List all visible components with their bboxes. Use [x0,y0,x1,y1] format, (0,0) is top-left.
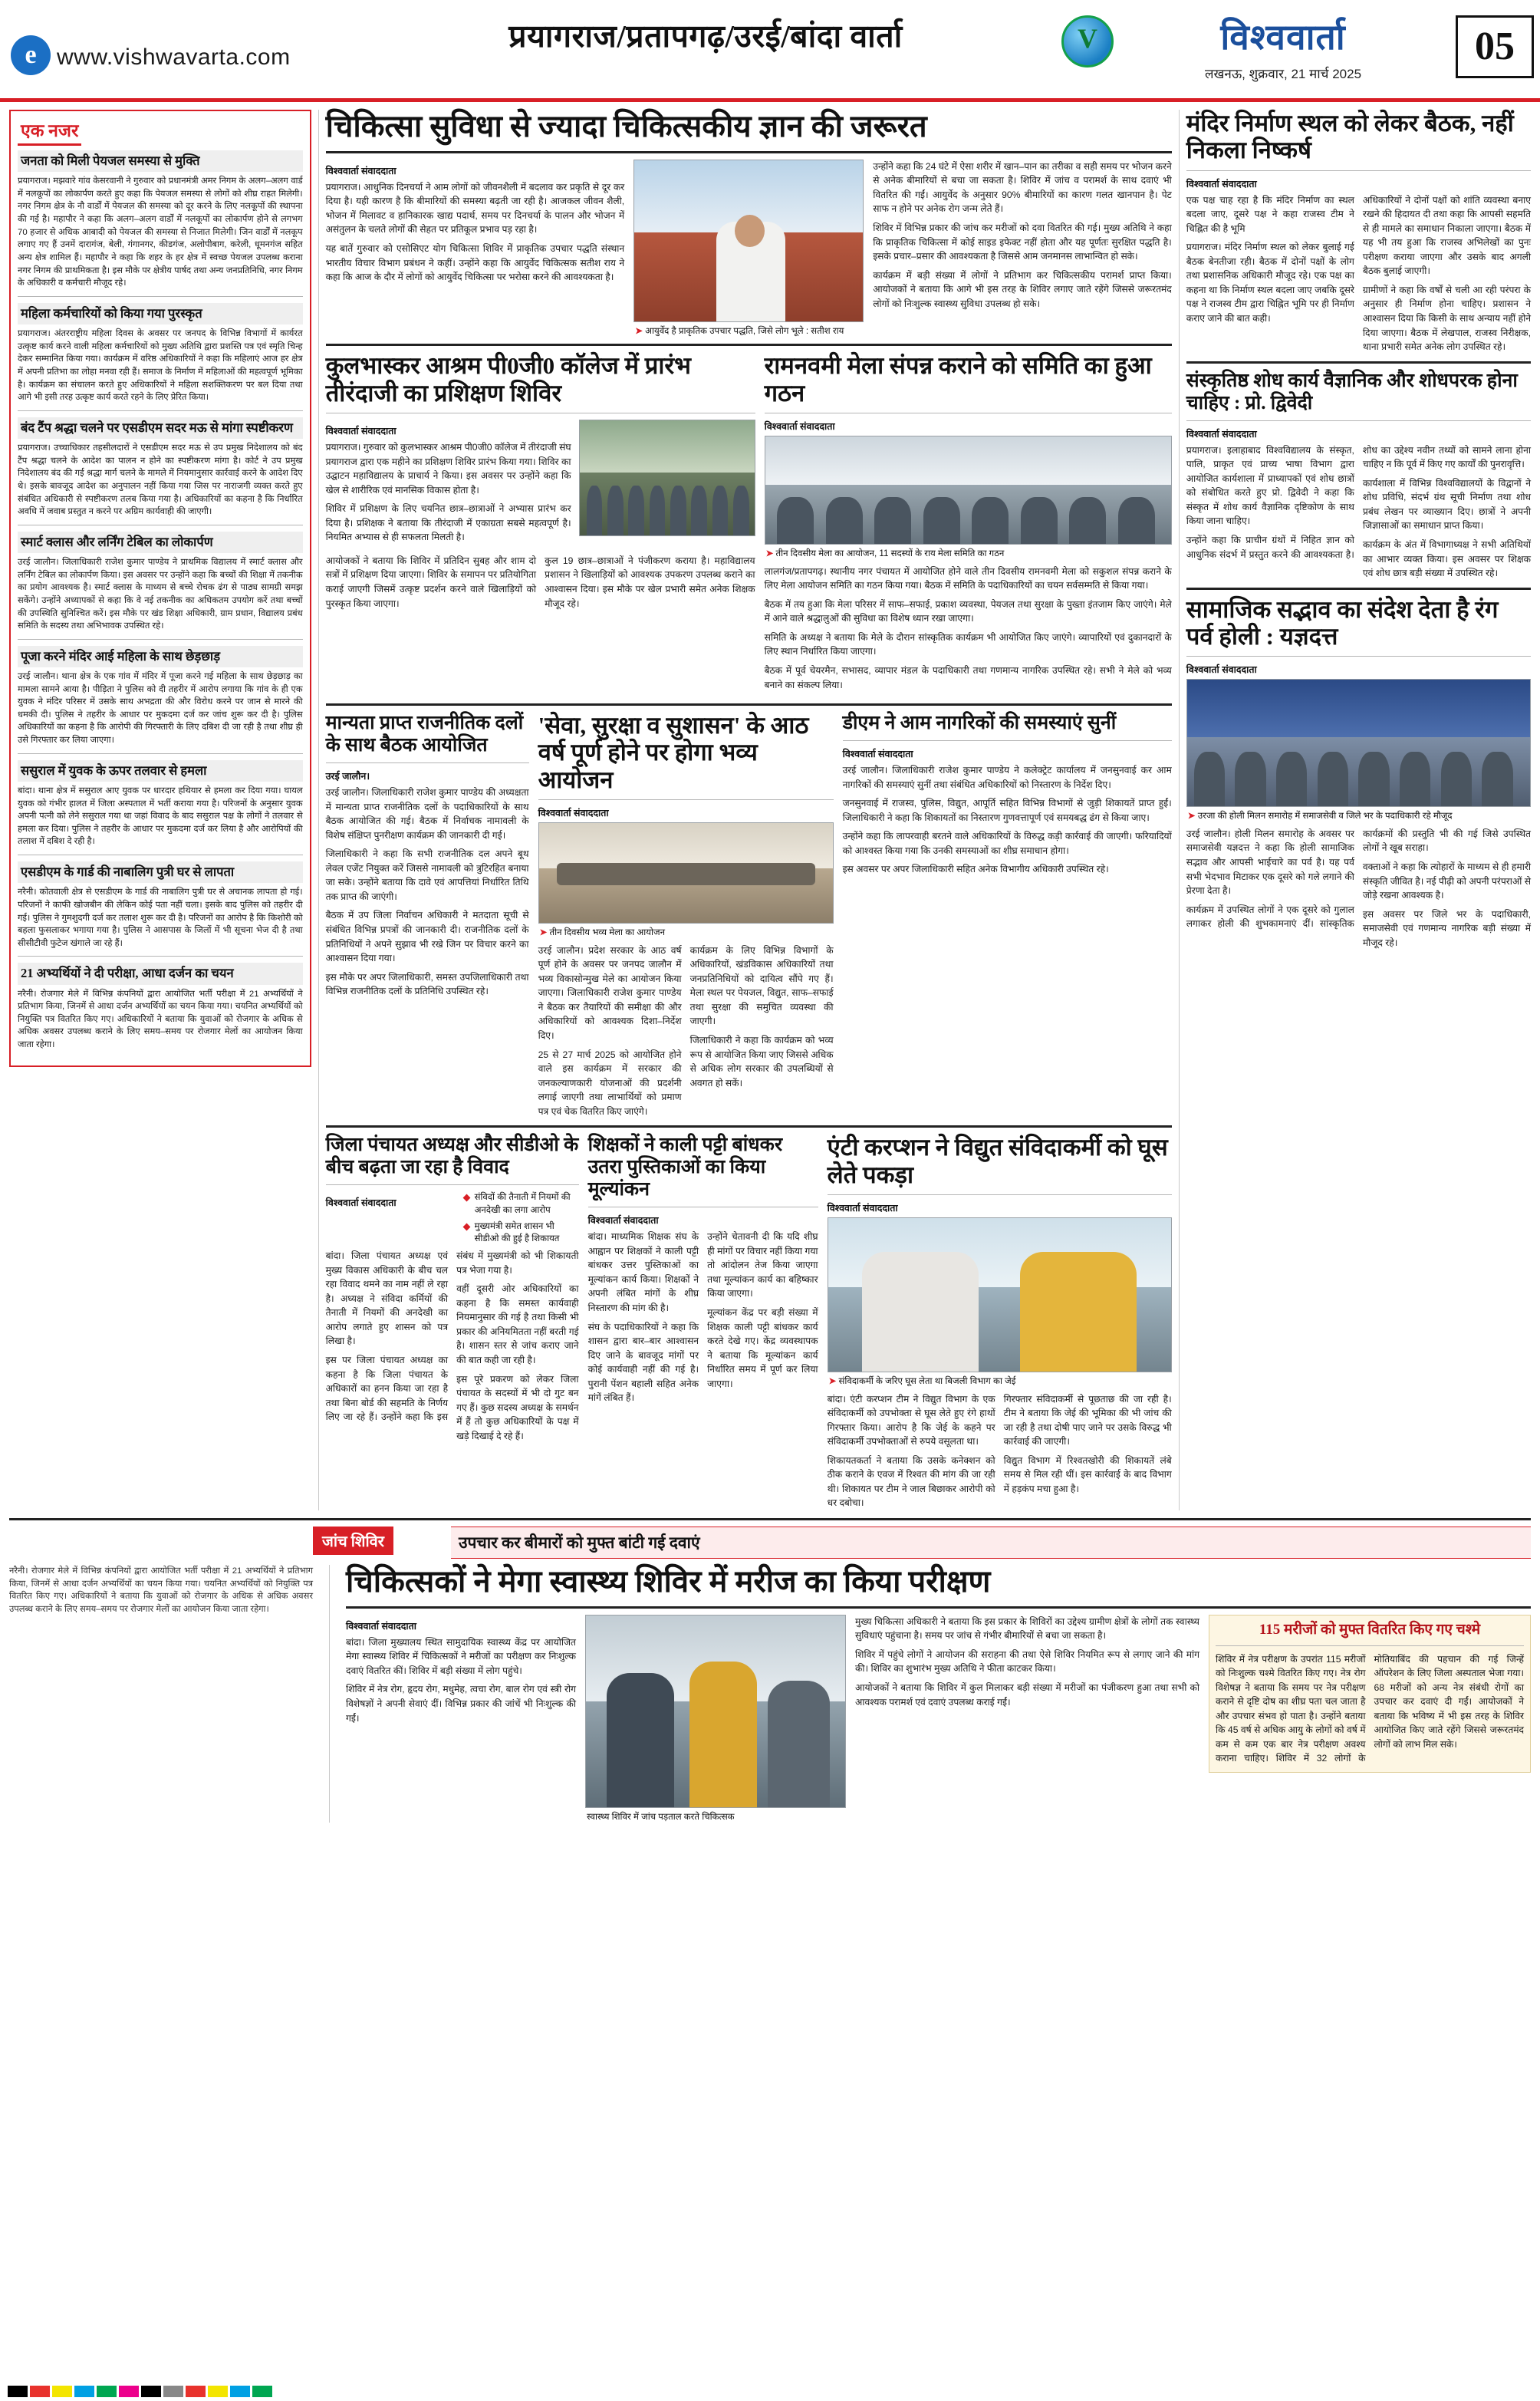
byline: विश्ववार्ता संवाददाता [764,421,835,433]
article-photo [633,160,864,322]
article-headline: संस्कृतिष्ठ शोध कार्य वैज्ञानिक और शोधपरक होना चाहिए : प्रो. द्विवेदी [1186,370,1518,413]
photo-caption: ➤ संविदाकर्मी के जरिए घूस लेता था बिजली विभाग का जेई [828,1375,1016,1386]
site-logo-icon: e [11,35,51,75]
list-item[interactable] [18,532,303,633]
ek-nazar-body: प्रयागराज। उच्चाधिकार तहसीलदारों ने एसडीएम सदर मऊ से उप प्रमुख निदेशालय को बंद टैंप श्रद्धा चलने के आदेश का पालन न होने का स्पष्टीकरण मांगा है। कोर्ट ने उप प्रमुख निदेशालय बंद की गई श्रद्धा मार्ग चलने के मामले में नियमानुसार कार्रवाई करने के आदेश दिए थे। इसके बावजूद आदेश का अनुपालन नहीं किया गया जिस पर नाराजगी व्यक्त करते हुए संबंधित अधिकारी से स्पष्टीकरण तलब किया गया है। अधिकारियों का कहना है कि निर्धारित अवधि में जवाब प्रस्तुत न करने पर अग्रिम कार्यवाही की जाएगी। [18,443,303,517]
ek-nazar-title: पूजा करने मंदिर आई महिला के साथ छेड़छाड़ [18,646,303,667]
bullet-icon: ➤ [765,548,774,559]
list-item[interactable] [18,861,303,950]
photo-figures [580,464,755,535]
article-body-2: मुख्य चिकित्सा अधिकारी ने बताया कि इस प्रकार के शिविरों का उद्देश्य ग्रामीण क्षेत्रों के लोगों तक स्वास्थ्य सुविधाएं पहुंचाना है। समय पर जांच से गंभीर बीमारियों से बचा जा सकता है। शिविर में पहुंचे लोगों ने आयोजन की सराहना की तथा ऐसे शिविर नियमित रूप से लगाए जाने की मांग की। शिविर का शुभारंभ मुख्य अतिथि ने फीता काटकर किया। आयोजकों ने बताया कि शिविर में कुल मिलाकर बड़ी संख्या में मरीजों का पंजीकरण हुआ तथा सभी को आवश्यक परामर्श एवं दवाएं उपलब्ध कराई गईं। [855,1615,1199,1708]
byline: विश्ववार्ता संवाददाता [346,1620,416,1632]
byline: विश्ववार्ता संवाददाता [587,1215,659,1227]
article-body: एक पक्ष चाह रहा है कि मंदिर निर्माण का स्थल बदला जाए, दूसरे पक्ष ने कहा राजस्व टीम ने चिह्नित की है भूमि प्रयागराज। मंदिर निर्माण स्थल को लेकर बुलाई गई बैठक बेनतीजा रही। बैठक में दोनों पक्षों के लोग तथा प्रशासनिक अधिकारी मौजूद रहे। एक पक्ष का कहना था कि निर्माण स्थल बदला जाए जबकि दूसरे पक्ष ने राजस्व टीम द्वारा चिह्नित भूमि पर ही निर्माण कराए जाने की बात कही। अधिकारियों ने दोनों पक्षों को शांति व्यवस्था बनाए रखने की हिदायत दी तथा कहा कि आपसी सहमति से ही मामले का समाधान निकाला जाएगा। बैठक में यह भी तय हुआ कि राजस्व अभिलेखों का पुनः परीक्षण कराया जाएगा और उसके बाद अगली बैठक बुलाई जाएगी। ग्रामीणों ने कहा कि वर्षों से चली आ रही परंपरा के अनुसार ही निर्माण होना चाहिए। प्रशासन ने आश्वासन दिया कि किसी के साथ अन्याय नहीं होने दिया जाएगा। बैठक में लेखपाल, राजस्व निरीक्षक, थाना प्रभारी समेत अनेक लोग उपस्थित रहे। [1186,194,1531,353]
article-photo [579,420,755,536]
masthead [0,0,1540,102]
photo-caption: स्वास्थ्य शिविर में जांच पड़ताल करते चिकित्सक [587,1811,735,1822]
article-photo [538,822,834,924]
article-lead [326,110,1172,337]
bullet-icon: ➤ [1187,811,1196,822]
box-body: शिविर में नेत्र परीक्षण के उपरांत 115 मरीजों को निःशुल्क चश्मे वितरित किए गए। नेत्र रोग विशेषज्ञ ने बताया कि समय पर नेत्र परीक्षण कराने से दृष्टि दोष का शीघ्र पता चल जाता है और उपचार संभव हो पाता है। उन्होंने बताया कि 45 वर्ष से अधिक आयु के लोगों को वर्ष में कम से कम एक बार नेत्र परीक्षण अवश्य कराना चाहिए। शिविर में 32 लोगों के मोतियाबिंद की पहचान की गई जिन्हें ऑपरेशन के लिए जिला अस्पताल भेजा गया। 68 मरीजों को अन्य नेत्र संबंधी रोगों का उपचार कर दवाएं दी गईं। आयोजकों ने बताया कि भविष्य में भी इस तरह के शिविर आयोजित किए जाते रहेंगे जिससे जरूरतमंद लोगों को लाभ मिल सके। [1216,1653,1524,1764]
ek-nazar-body: उरई जालौन। जिलाधिकारी राजेश कुमार पाण्डेय ने प्राथमिक विद्यालय में स्मार्ट क्लास और लर्निंग टेबिल का लोकार्पण किया। इस अवसर पर उन्होंने कहा कि बच्चों की शिक्षा में तकनीक का प्रयोग आवश्यक है। स्मार्ट क्लास के माध्यम से बच्चे रोचक ढंग से पाठ्य सामग्री समझ सकेंगे। उन्होंने अध्यापकों से कहा कि वे नई तकनीक का अधिकतम उपयोग करें तथा बच्चों की उपस्थिति सुनिश्चित करें। इस मौके पर खंड शिक्षा अधिकारी, ग्राम प्रधान, विद्यालय प्रबंध समिति के सदस्य तथा अभिभावक उपस्थित रहे। [18,557,303,631]
byline: विश्ववार्ता संवाददाता [1186,664,1257,676]
article-body: लालगंज/प्रतापगढ़। स्थानीय नगर पंचायत में आयोजित होने वाले तीन दिवसीय रामनवमी मेला को सकुशल संपन्न कराने के लिए मेला आयोजन समिति का गठन किया गया। बैठक में समिति के पदाधिकारियों का चयन सर्वसम्मति से किया गया। बैठक में तय हुआ कि मेला परिसर में साफ–सफाई, प्रकाश व्यवस्था, पेयजल तथा सुरक्षा के पुख्ता इंतजाम किए जाएंगे। मेले में आने वाले श्रद्धालुओं की सुविधा का विशेष ध्यान रखा जाएगा। समिति के अध्यक्ष ने बताया कि मेले के दौरान सांस्कृतिक कार्यक्रम भी आयोजित किए जाएंगे। व्यापारियों एवं दुकानदारों के लिए स्थान निर्धारित किया जाएगा। बैठक में पूर्व चेयरमैन, सभासद, व्यापार मंडल के पदाधिकारी तथा गणमान्य नागरिक उपस्थित रहे। सभी ने मेले को भव्य बनाने का संकल्प लिया। [764,565,1172,690]
photo-caption: ➤ उरजा की होली मिलन समारोह में समाजसेवी व जिले भर के पदाधिकारी रहे मौजूद [1187,811,1453,822]
section-tag: जांच शिविर [313,1527,393,1555]
bottom-subhead: उपचार कर बीमारों को मुफ्त बांटी गई दवाएं [451,1527,1531,1559]
ek-nazar-body: बांदा। थाना क्षेत्र में ससुराल आए युवक पर धारदार हथियार से हमला कर दिया गया। घायल युवक को गंभीर हालत में जिला अस्पताल में भर्ती कराया गया है। परिजनों के अनुसार युवक अपनी पत्नी को लेने ससुराल गया था जहां विवाद के बाद ससुराल पक्ष के लोगों ने तलवार से हमला कर दिया। पुलिस ने तहरीर के आधार पर मुकदमा दर्ज कर लिया है और आरोपियों की तलाश में दबिश दे रही है। [18,786,303,847]
article-body: बांदा। जिला पंचायत अध्यक्ष एवं मुख्य विकास अधिकारी के बीच चल रहा विवाद थमने का नाम नहीं ले रहा है। अध्यक्ष ने संविदा कर्मियों की तैनाती में नियमों की अनदेखी का आरोप लगाते हुए शासन को पत्र लिखा है। इस पर जिला पंचायत अध्यक्ष का कहना है कि जिला पंचायत के अधिकारों का हनन किया जा रहा है तथा बिना बोर्ड की सहमति के निर्णय लिए जा रहे हैं। उन्होंने कहा कि इस संबंध में मुख्यमंत्री को भी शिकायती पत्र भेजा गया है। वहीं दूसरी ओर अधिकारियों का कहना है कि समस्त कार्यवाही नियमानुसार की गई है तथा किसी भी प्रकार की अनियमितता नहीं बरती गई है। शासन स्तर से जांच कराए जाने की बात कही जा रही है। इस पूरे प्रकरण को लेकर जिला पंचायत के सदस्यों में भी दो गुट बन गए हैं। कुछ सदस्य अध्यक्ष के समर्थन में हैं तो कुछ अधिकारियों के पक्ष में खड़े दिखाई दे रहे हैं। [325,1250,579,1441]
ek-nazar-body: नरैनी। कोतवाली क्षेत्र से एसडीएम के गार्ड की नाबालिग पुत्री घर से अचानक लापता हो गई। परिजनों ने काफी खोजबीन की लेकिन कोई पता नहीं चला। इसके बाद पुलिस को तहरीर दी गई। पुलिस ने गुमशुदगी दर्ज कर तलाश शुरू कर दी है। परिजनों का आरोप है कि किशोरी को बहला फुसलाकर भगाया गया है। पुलिस ने आसपास के जिलों में भी सूचना भेज दी है तथा सीसीटीवी फुटेज खंगाले जा रहे हैं। [18,888,303,948]
row-4 [326,1134,1172,1510]
byline: विश्ववार्ता संवाददाता [1186,178,1257,189]
bottom-left-spacer [9,1565,313,1823]
bottom-feature [9,1518,1531,1823]
byline: उरई जालौन। [325,771,370,782]
photo-figures [1187,728,1530,806]
article-photo [828,1217,1172,1372]
article-body: प्रयागराज। इलाहाबाद विश्वविद्यालय के संस्कृत, पालि, प्राकृत एवं प्राच्य भाषा विभाग द्वारा आयोजित कार्यशाला में प्राध्यापकों एवं शोध छात्रों को संबोधित करते हुए प्रो. द्विवेदी ने कहा कि संस्कृत में शोध कार्य वैज्ञानिक दृष्टिकोण के साथ किया जाना चाहिए। उन्होंने कहा कि प्राचीन ग्रंथों में निहित ज्ञान को आधुनिक संदर्भ में प्रस्तुत करने की आवश्यकता है। शोध का उद्देश्य नवीन तथ्यों को सामने लाना होना चाहिए न कि पूर्व में किए गए कार्यों की पुनरावृत्ति। कार्यशाला में विभिन्न विश्वविद्यालयों के विद्वानों ने शोध प्रविधि, संदर्भ ग्रंथ सूची निर्माण तथा शोध प्रबंध लेखन पर व्याख्यान दिए। छात्रों ने अपनी जिज्ञासाओं का समाधान प्राप्त किया। कार्यक्रम के अंत में विभागाध्यक्ष ने सभी अतिथियों का आभार व्यक्त किया। इस अवसर पर शिक्षक एवं शोध छात्र बड़ी संख्या में उपस्थित रहे। [1186,444,1531,579]
ek-nazar-tag: एक नजर [18,117,81,146]
masthead-left [0,0,360,95]
article-school [588,1134,818,1510]
article-temple-meeting [1186,110,1531,354]
page-content [0,102,1540,1823]
color-registration-bar [0,2381,1540,2401]
row-3 [326,712,1172,1118]
article-headline: शिक्षकों ने काली पट्टी बांधकर उतरा पुस्तिकाओं का किया मूल्यांकन [587,1135,783,1200]
article-body: बांदा। जिला मुख्यालय स्थित सामुदायिक स्वास्थ्य केंद्र पर आयोजित मेगा स्वास्थ्य शिविर में चिकित्सकों ने मरीजों का परीक्षण कर निःशुल्क दवाएं वितरित कीं। शिविर में बड़ी संख्या में लोग पहुंचे। शिविर में नेत्र रोग, हृदय रोग, मधुमेह, त्वचा रोग, बाल रोग एवं स्त्री रोग विशेषज्ञों ने अपनी सेवाएं दीं। विभिन्न प्रकार की जांचें भी निःशुल्क की गईं। [346,1636,576,1724]
article-headline: मान्यता प्राप्त राजनीतिक दलों के साथ बैठक आयोजित [325,713,524,756]
ek-nazar-box [9,110,311,1067]
ek-nazar-body: उरई जालौन। थाना क्षेत्र के एक गांव में मंदिर में पूजा करने गई महिला के साथ छेड़छाड़ का मामला सामने आया है। पीड़िता ने पुलिस को दी तहरीर में आरोप लगाया कि गांव के ही एक युवक ने मंदिर परिसर में उसके साथ अभद्रता की और विरोध करने पर जान से मारने की धमकी दी। पुलिस ने तहरीर के आधार पर मुकदमा दर्ज कर जांच शुरू कर दी है। पुलिस अधिकारियों का कहना है कि आरोपी की गिरफ्तारी के लिए दबिश दी जा रही है तथा शीघ्र ही उसे गिरफ्तार कर लिया जाएगा। [18,671,303,746]
box-title: 115 मरीजों को मुफ्त वितरित किए गए चश्मे [1259,1621,1481,1638]
article-headline: चिकित्सकों ने मेगा स्वास्थ्य शिविर में मरीज का किया परीक्षण [346,1563,991,1599]
panchayat-bullets [464,1191,579,1249]
photo-figures [765,477,1171,544]
article-body: उरई जालौन। प्रदेश सरकार के आठ वर्ष पूर्ण होने के अवसर पर जनपद जालौन में भव्य विकासोन्मुख मेले का आयोजन किया जाएगा। जिलाधिकारी राजेश कुमार पाण्डेय ने बैठक कर तैयारियों की समीक्षा की और अधिकारियों को आवश्यक दिशा–निर्देश दिए। 25 से 27 मार्च 2025 को आयोजित होने वाले इस कार्यक्रम में सरकार की जनकल्याणकारी योजनाओं की प्रदर्शनी लगाई जाएगी तथा लाभार्थियों को प्रमाण पत्र एवं चेक वितरित किए जाएंगे। कार्यक्रम के लिए विभिन्न विभागों के अधिकारियों, खंडविकास अधिकारियों तथा जनप्रतिनिधियों को दायित्व सौंपे गए हैं। मेला स्थल पर पेयजल, विद्युत, साफ–सफाई तथा सुरक्षा की समुचित व्यवस्था की जाएगी। जिलाधिकारी ने कहा कि कार्यक्रम को भव्य रूप से आयोजित किया जाए जिससे अधिक से अधिक लोग सरकार की उपलब्धियों से अवगत हो सकें। [538,944,834,1117]
masthead-right [1065,5,1540,94]
byline: विश्ववार्ता संवाददाता [325,426,397,437]
list-item[interactable] [18,963,303,1051]
article-body: उरई जालौन। होली मिलन समारोह के अवसर पर समाजसेवी यज्ञदत्त ने कहा कि होली सामाजिक सद्भाव और आपसी भाईचारे का पर्व है। यह पर्व सभी भेदभाव मिटाकर एक दूसरे को गले लगाने की प्रेरणा देता है। कार्यक्रम में उपस्थित लोगों ने एक दूसरे को गुलाल लगाकर होली की शुभकामनाएं दीं। सांस्कृतिक कार्यक्रमों की प्रस्तुति भी की गई जिसे उपस्थित लोगों ने खूब सराहा। वक्ताओं ने कहा कि त्योहारों के माध्यम से ही हमारी संस्कृति जीवित है। नई पीढ़ी को अपनी परंपराओं से जोड़े रखना आवश्यक है। इस अवसर पर जिले भर के पदाधिकारी, समाजसेवी एवं गणमान्य नागरिक बड़ी संख्या में मौजूद रहे। [1186,828,1531,948]
page-title: चिकित्सा सुविधा से ज्यादा चिकित्सकीय ज्ञान की जरूरत [325,109,927,143]
list-item[interactable] [18,303,303,404]
article-seva [538,712,834,1118]
article-panchayat [326,1134,579,1510]
bullet-icon: ➤ [539,927,548,938]
globe-icon [1061,15,1114,68]
article-headline: सामाजिक सद्भाव का संदेश देता है रंग पर्व होली : यज्ञदत्त [1186,595,1499,650]
article-headline: एंटी करप्शन ने विद्युत संविदाकर्मी को घूस लेते पकड़ा [827,1134,1168,1188]
column-center [326,110,1172,1510]
article-dm [843,712,1172,1118]
edition-title: प्रयागराज/प्रतापगढ़/उरई/बांदा वार्ता [508,18,903,54]
byline: विश्ववार्ता संवाददाता [325,1197,397,1209]
brand-block [1118,12,1448,82]
article-headline: मंदिर निर्माण स्थल को लेकर बैठक, नहीं निकला निष्कर्ष [1186,110,1514,164]
ek-nazar-body: प्रयागराज। अंतरराष्ट्रीय महिला दिवस के अवसर पर जनपद के विभिन्न विभागों में कार्यरत उत्कृष्ट कार्य करने वाली महिला कर्मचारियों को मुख्य अतिथि द्वारा प्रशस्ति पत्र एवं स्मृति चिन्ह देकर सम्मानित किया गया। कार्यक्रम में वरिष्ठ अधिकारियों ने कहा कि महिलाएं आज हर क्षेत्र में अपनी प्रतिभा का लोहा मनवा रही हैं। समाज के निर्माण में महिलाओं की महत्वपूर्ण भूमिका है। कार्यक्रम का संचालन करते हुए अधिकारियों ने महिला सशक्तिकरण पर बल दिया तथा आगे भी इसी तरह उत्कृष्ट कार्य करते रहने के लिए प्रेरित किया। [18,329,303,403]
column-left [9,110,311,1510]
page-number: 05 [1456,15,1534,78]
ek-nazar-title: बंद टैंप श्रद्धा चलने पर एसडीएम सदर मऊ से मांगा स्पष्टीकरण [18,417,303,439]
bullet-item: मुख्यमंत्री समेत शासन भी सीडीओ की हुई है शिकायत [464,1220,579,1245]
article-holi [1186,596,1531,950]
article-body: प्रयागराज। गुरुवार को कुलभास्कर आश्रम पी0जी0 कॉलेज में तीरंदाजी संघ प्रयागराज द्वारा एक महीने का प्रशिक्षण शिविर प्रारंभ किया गया। शिविर का उद्घाटन महाविद्यालय के प्राचार्य ने किया। इस अवसर पर उन्होंने कहा कि खेल से शारीरिक एवं मानसिक विकास होता है। शिविर में प्रशिक्षण के लिए चयनित छात्र–छात्राओं ने अभ्यास प्रारंभ कर दिया है। प्रशिक्षक ने बताया कि तीरंदाजी में एकाग्रता सबसे महत्वपूर्ण है। नियमित अभ्यास से ही सफलता मिलती है। [325,442,571,543]
byline: विश्ववार्ता संवाददाता [827,1202,898,1214]
article-photo [585,1615,846,1808]
article-party-meeting [326,712,529,1118]
ek-nazar-title: एसडीएम के गार्ड की नाबालिग पुत्री घर से लापता [18,861,303,883]
article-archery [326,352,755,697]
list-item[interactable] [18,150,303,290]
ek-nazar-overflow: नरैनी। रोजगार मेले में विभिन्न कंपनियों द्वारा आयोजित भर्ती परीक्षा में 21 अभ्यर्थियों ने प्रतिभाग किया, जिनमें से आधा दर्जन अभ्यर्थियों का चयन किया गया। चयनित अभ्यर्थियों को नियुक्ति पत्र वितरित किए गए। अधिकारियों ने बताया कि युवाओं को रोजगार के अधिक से अधिक अवसर उपलब्ध कराने के लिए समय–समय पर रोजगार मेलों का आयोजन किया जाता रहेगा। [9,1566,313,1614]
bullet-icon: ➤ [828,1375,837,1386]
article-body: उरई जालौन। जिलाधिकारी राजेश कुमार पाण्डेय ने कलेक्ट्रेट कार्यालय में जनसुनवाई कर आम नागरिकों की समस्याएं सुनीं तथा संबंधित अधिकारियों को निस्तारण के निर्देश दिए। जनसुनवाई में राजस्व, पुलिस, विद्युत, आपूर्ति सहित विभिन्न विभागों से जुड़ी शिकायतें प्राप्त हुईं। जिलाधिकारी ने कहा कि शिकायतों का निस्तारण गुणवत्तापूर्ण एवं समयबद्ध ढंग से किया जाए। उन्होंने कहा कि लापरवाही बरतने वाले अधिकारियों के विरुद्ध कड़ी कार्रवाई की जाएगी। फरियादियों को आश्वस्त किया गया कि उनकी समस्याओं का शीघ्र समाधान होगा। इस अवसर पर अपर जिलाधिकारी सहित अनेक विभागीय अधिकारी उपस्थित रहे। [842,765,1172,875]
ek-nazar-body: प्रयागराज। मझवारे गांव केसरवानी ने गुरुवार को प्रधानमंत्री अमर निगम के अलग–अलग वार्ड में नलकूपों का लोकार्पण करते हुए कहा कि पेयजल समस्या से लोगों को शीघ्र राहत मिलेगी। नगर निगम क्षेत्र के नौ वार्डों में पेयजल की समस्या को दूर करने के लिए नलकूपों की स्थापना की गई है। महापौर ने कहा कि अलग–अलग वार्डों में नलकूपों का लोकार्पण होने से लगभग 70 हजार से अधिक आबादी को पेयजल की समस्या से निजात मिलेगी। जिन वार्डों में नलकूप लगाए गए हैं उनमें दारागंज, बेली, गंगानगर, कीडगंज, अलोपीबाग, करेली, धूमनगंज सहित अन्य क्षेत्र शामिल हैं। महापौर ने कहा कि शहर के हर क्षेत्र में स्वच्छ पेयजल उपलब्ध कराना नगर निगम की प्राथमिकता है। इस मौके पर क्षेत्रीय पार्षद तथा अन्य जनप्रतिनिधि, नगर निगम के अधिकारी व कर्मचारी मौजूद रहे। [18,176,303,288]
brand-dateline: लखनऊ, शुक्रवार, 21 मार्च 2025 [1204,67,1362,81]
masthead-center [368,14,1043,57]
bullet-item: संविदों की तैनाती में नियमों की अनदेखी का लगा आरोप [464,1191,579,1216]
article-body: बांदा। माध्यमिक शिक्षक संघ के आह्वान पर शिक्षकों ने काली पट्टी बांधकर उत्तर पुस्तिकाओं का मूल्यांकन कार्य किया। शिक्षकों ने अपनी लंबित मांगों के शीघ्र निस्तारण की मांग की है। संघ के पदाधिकारियों ने कहा कि शासन द्वारा बार–बार आश्वासन दिए जाने के बावजूद मांगों पर कोई कार्यवाही नहीं की गई है। पुरानी पेंशन बहाली सहित अनेक मांगें लंबित हैं। उन्होंने चेतावनी दी कि यदि शीघ्र ही मांगों पर विचार नहीं किया गया तो आंदोलन तेज किया जाएगा तथा मूल्यांकन कार्य का बहिष्कार किया जाएगा। मूल्यांकन केंद्र पर बड़ी संख्या में शिक्षक काली पट्टी बांधकर कार्य करते देखे गए। केंद्र व्यवस्थापक ने बताया कि मूल्यांकन कार्य निर्धारित समय में पूर्ण कर लिया जाएगा। [587,1231,818,1404]
byline: विश्ववार्ता संवाददाता [1186,428,1257,440]
ek-nazar-title: महिला कर्मचारियों को किया गया पुरस्कृत [18,303,303,324]
article-body: बांदा। एंटी करप्शन टीम ने विद्युत विभाग के एक संविदाकर्मी को उपभोक्ता से घूस लेते हुए रंगे हाथों गिरफ्तार किया। आरोप है कि जेई के कहने पर संविदाकर्मी उपभोक्ताओं से रुपये वसूलता था। शिकायतकर्ता ने बताया कि उसके कनेक्शन को ठीक कराने के एवज में रिश्वत की मांग की जा रही थी। शिकायत पर टीम ने जाल बिछाकर आरोपी को धर दबोचा। गिरफ्तार संविदाकर्मी से पूछताछ की जा रही है। टीम ने बताया कि जेई की भूमिका की भी जांच की जा रही है तथा दोषी पाए जाने पर उसके विरुद्ध भी कार्रवाई की जाएगी। विद्युत विभाग में रिश्वतखोरी की शिकायतें लंबे समय से मिल रही थीं। इस कार्रवाई के बाद विभाग में हड़कंप मचा हुआ है। [827,1393,1172,1509]
column-right [1186,110,1531,1510]
article-research [1186,370,1531,581]
article-ramnavami [765,352,1172,697]
article-headline: कुलभास्कर आश्रम पी0जी0 कॉलेज में प्रारंभ तीरंदाजी का प्रशिक्षण शिविर [325,352,691,407]
ek-nazar-title: ससुराल में युवक के ऊपर तलवार से हमला [18,760,303,782]
article-body-2: उन्होंने कहा कि 24 घंटे में ऐसा शरीर में खान–पान का तरीका व सही समय पर भोजन करने से अनेक बीमारियों से बचा जा सकता है। शिविर में जांच व परामर्श के साथ दवाएं भी वितरित की गईं। आयुर्वेद के अनुसार 90% बीमारियों का कारण गलत खानपान है। पेट साफ न होने पर अनेक रोग जन्म लेते हैं। शिविर में विभिन्न प्रकार की जांच कर मरीजों को दवा वितरित की गई। मुख्य अतिथि ने कहा कि प्राकृतिक चिकित्सा में कोई साइड इफेक्ट नहीं होता और यह पूर्णतः सुरक्षित पद्धति है। इसके प्रचार–प्रसार की आवश्यकता है जिससे आम जनमानस लाभान्वित हो सके। कार्यक्रम में बड़ी संख्या में लोगों ने प्रतिभाग कर चिकित्सकीय परामर्श प्राप्त किया। आयोजकों ने बताया कि आगे भी इस तरह के शिविर लगाए जाते रहेंगे जिससे जरूरतमंद लोगों को निःशुल्क स्वास्थ्य सुविधा उपलब्ध हो सके। [873,160,1172,309]
article-headline: डीएम ने आम नागरिकों की समस्याएं सुनीं [842,713,1117,734]
article-body-cont: आयोजकों ने बताया कि शिविर में प्रतिदिन सुबह और शाम दो सत्रों में प्रशिक्षण दिया जाएगा। शिविर के समापन पर प्रतियोगिता कराई जाएगी जिसमें उत्कृष्ट प्रदर्शन करने वाले खिलाड़ियों को पुरस्कृत किया जाएगा। कुल 19 छात्र–छात्राओं ने पंजीकरण कराया है। महाविद्यालय प्रशासन ने खिलाड़ियों को आवश्यक उपकरण उपलब्ध कराने का आश्वासन दिया। इस मौके पर खेल प्रभारी समेत अनेक शिक्षक मौजूद रहे। [325,555,755,609]
top-grid [9,110,1531,1510]
photo-caption: ➤ आयुर्वेद है प्राकृतिक उपचार पद्धति, जिसे लोग भूले : सतीश राय [635,325,844,336]
ek-nazar-title: स्मार्ट क्लास और लर्निंग टेबिल का लोकार्पण [18,532,303,553]
ek-nazar-title: जनता को मिली पेयजल समस्या से मुक्ति [18,150,303,172]
photo-caption: ➤ तीन दिवसीय भव्य मेला का आयोजन [539,927,666,938]
bullet-icon: ➤ [635,325,643,336]
sidebar-box [1209,1615,1531,1773]
photo-caption: ➤ तीन दिवसीय मेला का आयोजन, 11 सदस्यों के राय मेला समिति का गठन [765,548,1005,559]
byline: विश्ववार्ता संवाददाता [842,749,913,760]
list-item[interactable] [18,646,303,747]
website-url[interactable]: www.vishwavarta.com [57,44,291,70]
ek-nazar-body: नरैनी। रोजगार मेले में विभिन्न कंपनियों द्वारा आयोजित भर्ती परीक्षा में 21 अभ्यर्थियों ने प्रतिभाग किया, जिनमें से आधा दर्जन अभ्यर्थियों का चयन किया गया। चयनित अभ्यर्थियों को नियुक्ति पत्र वितरित किए गए। अधिकारियों ने बताया कि युवाओं को रोजगार के अधिक से अधिक अवसर उपलब्ध कराने के लिए समय–समय पर रोजगार मेलों का आयोजन किया जाता रहेगा। [18,989,303,1050]
article-photo [1186,679,1531,807]
byline: विश्ववार्ता संवाददाता [325,165,397,176]
brand-name: विश्ववार्ता [1220,18,1346,57]
list-item[interactable] [18,760,303,848]
ek-nazar-title: 21 अभ्यर्थियों ने दी परीक्षा, आधा दर्जन का चयन [18,963,303,984]
byline: विश्ववार्ता संवाददाता [538,808,609,819]
article-health-camp [346,1565,1531,1823]
article-photo [765,436,1172,545]
row-2 [326,352,1172,697]
article-body: उरई जालौन। जिलाधिकारी राजेश कुमार पाण्डेय की अध्यक्षता में मान्यता प्राप्त राजनीतिक दलों के पदाधिकारियों के साथ बैठक आयोजित की गई। बैठक में निर्वाचक नामावली के विशेष संक्षिप्त पुनरीक्षण कार्यक्रम की जानकारी दी गई। जिलाधिकारी ने कहा कि सभी राजनीतिक दल अपने बूथ लेवल एजेंट नियुक्त करें जिससे नामावली को त्रुटिरहित बनाया जा सके। उन्होंने बताया कि दावे एवं आपत्तियां निर्धारित तिथि तक प्राप्त की जाएंगी। बैठक में उप जिला निर्वाचन अधिकारी ने मतदाता सूची से संबंधित विभिन्न प्रपत्रों की जानकारी दी। राजनीतिक दलों के प्रतिनिधियों ने अपने सुझाव भी रखे जिन पर विचार करने का आश्वासन दिया गया। इस मौके पर अपर जिलाधिकारी, समस्त उपजिलाधिकारी तथा विभिन्न राजनीतिक दलों के प्रतिनिधि उपस्थित रहे। [325,787,529,997]
article-headline: रामनवमी मेला संपन्न कराने को समिति का हुआ गठन [764,352,1152,407]
list-item[interactable] [18,417,303,519]
article-headline: 'सेवा, सुरक्षा व सुशासन' के आठ वर्ष पूर्ण होने पर होगा भव्य आयोजन [538,712,809,793]
article-body: प्रयागराज। आधुनिक दिनचर्या ने आम लोगों को जीवनशैली में बदलाव कर प्रकृति से दूर कर दिया है। यही कारण है कि बीमारियों की समस्या बढ़ती जा रही है। आजकल जीवन शैली, भोजन में मिलावट व हानिकारक खाद्य पदार्थ, समय पर दिनचर्या के पालन और भोजन में असंतुलन के चलते लोगों की सेहत पर प्रतिकूल प्रभाव पड़ रहा है। यह बातें गुरुवार को एसोसिएट योग चिकित्सा शिविर में प्राकृतिक उपचार पद्धति संस्थान भारतीय विचार विभाग प्रबंधन ने कहीं। उन्होंने कहा कि आयुर्वेद चिकित्सक सतीश राय ने कहा कि आज के दौर में लोगों को आयुर्वेद चिकित्सा पर भरोसा करने की आवश्यकता है। [325,181,625,283]
article-bribe [828,1134,1172,1510]
article-headline: जिला पंचायत अध्यक्ष और सीडीओ के बीच बढ़ता जा रहा है विवाद [325,1135,579,1178]
